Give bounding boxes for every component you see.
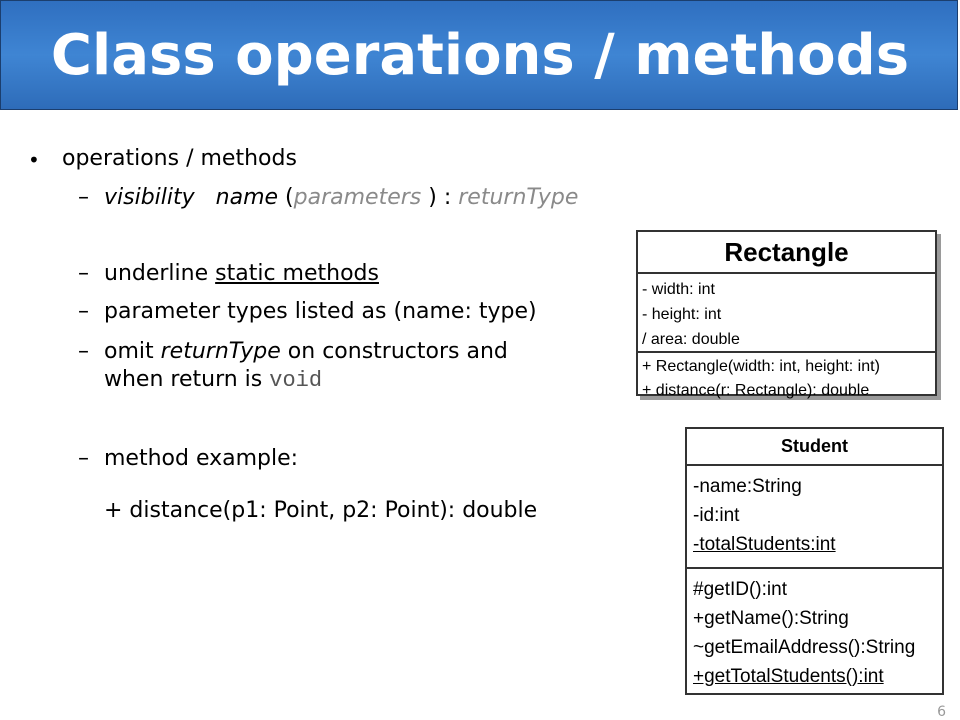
rectangle-attribute: - height: int	[642, 306, 722, 323]
syntax-line	[104, 184, 578, 212]
student-operation: +getName():String	[693, 608, 849, 629]
syntax-close-paren: )	[428, 185, 437, 210]
bullet-operations-methods: operations / methods	[62, 146, 297, 171]
syntax-parameters: parameters	[293, 185, 422, 210]
dash: –	[78, 185, 89, 210]
dash: –	[78, 299, 89, 324]
syntax-name: name	[215, 185, 279, 210]
student-class-name: Student	[781, 436, 848, 456]
student-attribute: -id:int	[693, 505, 740, 526]
rectangle-attributes	[638, 272, 935, 351]
syntax-colon: :	[443, 185, 452, 210]
dash: –	[78, 261, 89, 286]
student-attributes	[687, 464, 942, 567]
rectangle-class-box	[636, 230, 937, 399]
omit-line-2	[104, 366, 322, 395]
student-operations	[687, 567, 942, 691]
student-attribute-static: -totalStudents:int	[693, 534, 836, 555]
dash: –	[78, 446, 89, 471]
rectangle-class-name: Rectangle	[724, 237, 849, 267]
student-attribute: -name:String	[693, 476, 802, 497]
omit-suffix: on constructors and	[280, 339, 508, 364]
method-example-label: method example:	[104, 446, 299, 471]
omit-line2-prefix: when return is	[104, 367, 270, 392]
underline-prefix: underline	[104, 261, 216, 286]
rectangle-operation: + Rectangle(width: int, height: int)	[642, 358, 880, 375]
omit-line-1	[104, 338, 508, 366]
syntax-return-type: returnType	[458, 185, 579, 210]
underline-line	[104, 260, 379, 288]
syntax-open-paren: (	[285, 185, 294, 210]
omit-return-type: returnType	[160, 339, 281, 364]
param-types-line: parameter types listed as (name: type)	[104, 299, 537, 324]
void-keyword: void	[269, 368, 323, 393]
rectangle-attribute: / area: double	[642, 331, 740, 348]
slide-title: Class operations / methods	[50, 23, 910, 88]
student-operation: #getID():int	[693, 579, 787, 600]
student-operation: ~getEmailAddress():String	[693, 637, 916, 658]
student-operation-static: +getTotalStudents():int	[693, 666, 884, 687]
page-number: 6	[937, 704, 946, 720]
student-class-box	[685, 427, 944, 695]
omit-prefix: omit	[104, 339, 161, 364]
static-methods-text: static methods	[215, 261, 379, 286]
rectangle-operation: + distance(r: Rectangle): double	[642, 382, 870, 399]
bullet-marker: •	[28, 148, 40, 172]
syntax-visibility: visibility	[104, 185, 195, 210]
method-example: + distance(p1: Point, p2: Point): double	[104, 498, 538, 523]
dash: –	[78, 339, 89, 364]
rectangle-operations	[638, 351, 935, 403]
rectangle-attribute: - width: int	[642, 281, 715, 298]
